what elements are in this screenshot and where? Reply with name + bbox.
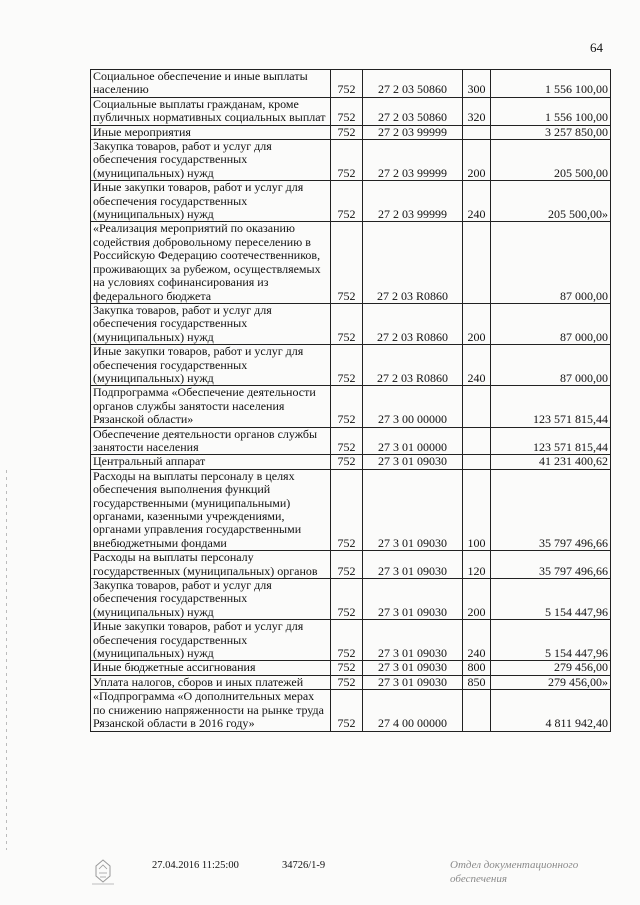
- row-expense-type: [463, 125, 491, 139]
- row-name: Расходы на выплаты персоналу в целях обеспечения выполнения функций государственными (муниципальными) органами, казенными учреждениями, органами управления государственными внебюджетными фондами: [91, 469, 331, 550]
- table-row: [91, 345, 611, 386]
- row-amount: 35 797 496,66: [491, 469, 611, 550]
- table-row: [91, 125, 611, 139]
- page-number: 64: [590, 40, 603, 55]
- row-dept-code: 752: [331, 386, 363, 427]
- row-program-code: 27 2 03 R0860: [363, 345, 463, 386]
- row-dept-code: 752: [331, 70, 363, 98]
- row-program-code: 27 3 01 09030: [363, 661, 463, 675]
- row-program-code: 27 3 01 00000: [363, 427, 463, 455]
- row-amount: 87 000,00: [491, 345, 611, 386]
- row-amount: 1 556 100,00: [491, 97, 611, 125]
- page-footer: [0, 858, 640, 898]
- row-expense-type: 320: [463, 97, 491, 125]
- row-amount: 1 556 100,00: [491, 70, 611, 98]
- row-dept-code: 752: [331, 551, 363, 579]
- row-dept-code: 752: [331, 427, 363, 455]
- row-amount: 87 000,00: [491, 222, 611, 303]
- row-expense-type: 240: [463, 345, 491, 386]
- row-program-code: 27 3 01 09030: [363, 579, 463, 620]
- row-name: Центральный аппарат: [91, 455, 331, 469]
- row-name: Социальные выплаты гражданам, кроме публичных нормативных социальных выплат: [91, 97, 331, 125]
- row-program-code: 27 2 03 R0860: [363, 222, 463, 303]
- row-amount: 123 571 815,44: [491, 386, 611, 427]
- row-name: Иные закупки товаров, работ и услуг для обеспечения государственных (муниципальных) нужд: [91, 345, 331, 386]
- row-dept-code: 752: [331, 303, 363, 344]
- row-amount: 205 500,00»: [491, 181, 611, 222]
- emblem-icon: [88, 858, 118, 886]
- row-name: Закупка товаров, работ и услуг для обеспечения государственных (муниципальных) нужд: [91, 303, 331, 344]
- row-amount: 205 500,00: [491, 140, 611, 181]
- row-amount: 5 154 447,96: [491, 579, 611, 620]
- row-amount: 35 797 496,66: [491, 551, 611, 579]
- footer-document-number: 34726/1-9: [282, 860, 326, 871]
- row-program-code: 27 2 03 99999: [363, 181, 463, 222]
- row-program-code: 27 3 01 09030: [363, 675, 463, 689]
- row-dept-code: 752: [331, 620, 363, 661]
- row-name: Иные закупки товаров, работ и услуг для обеспечения государственных (муниципальных) нужд: [91, 620, 331, 661]
- row-name: Иные закупки товаров, работ и услуг для обеспечения государственных (муниципальных) нужд: [91, 181, 331, 222]
- row-amount: 87 000,00: [491, 303, 611, 344]
- row-dept-code: 752: [331, 222, 363, 303]
- table-row: [91, 551, 611, 579]
- row-dept-code: 752: [331, 181, 363, 222]
- row-name: Иные бюджетные ассигнования: [91, 661, 331, 675]
- row-expense-type: [463, 690, 491, 731]
- scan-edge-mark: [6, 470, 7, 850]
- row-amount: 4 811 942,40: [491, 690, 611, 731]
- row-program-code: 27 2 03 50860: [363, 70, 463, 98]
- row-program-code: 27 3 01 09030: [363, 455, 463, 469]
- row-program-code: 27 2 03 99999: [363, 125, 463, 139]
- department-stamp: Отдел документационного обеспечения: [450, 859, 579, 885]
- table-row: [91, 140, 611, 181]
- row-program-code: 27 3 01 09030: [363, 551, 463, 579]
- row-amount: 279 456,00: [491, 661, 611, 675]
- table-row: [91, 455, 611, 469]
- row-dept-code: 752: [331, 675, 363, 689]
- row-amount: 3 257 850,00: [491, 125, 611, 139]
- row-dept-code: 752: [331, 661, 363, 675]
- row-name: Закупка товаров, работ и услуг для обеспечения государственных (муниципальных) нужд: [91, 579, 331, 620]
- row-dept-code: 752: [331, 690, 363, 731]
- table-row: [91, 690, 611, 731]
- table-row: [91, 97, 611, 125]
- row-expense-type: 240: [463, 620, 491, 661]
- footer-timestamp: 27.04.2016 11:25:00: [152, 860, 239, 871]
- row-dept-code: 752: [331, 579, 363, 620]
- row-dept-code: 752: [331, 125, 363, 139]
- table-row: [91, 70, 611, 98]
- row-name: «Подпрограмма «О дополнительных мерах по снижению напряженности на рынке труда Рязанской области в 2016 году»: [91, 690, 331, 731]
- table-row: [91, 620, 611, 661]
- row-program-code: 27 3 00 00000: [363, 386, 463, 427]
- row-program-code: 27 2 03 50860: [363, 97, 463, 125]
- row-expense-type: [463, 386, 491, 427]
- row-name: Уплата налогов, сборов и иных платежей: [91, 675, 331, 689]
- row-amount: 123 571 815,44: [491, 427, 611, 455]
- table-row: [91, 579, 611, 620]
- row-name: Закупка товаров, работ и услуг для обеспечения государственных (муниципальных) нужд: [91, 140, 331, 181]
- table-row: [91, 469, 611, 550]
- row-program-code: 27 4 00 00000: [363, 690, 463, 731]
- row-amount: 41 231 400,62: [491, 455, 611, 469]
- row-expense-type: 120: [463, 551, 491, 579]
- row-dept-code: 752: [331, 345, 363, 386]
- row-program-code: 27 3 01 09030: [363, 469, 463, 550]
- row-amount: 5 154 447,96: [491, 620, 611, 661]
- row-dept-code: 752: [331, 140, 363, 181]
- row-program-code: 27 3 01 09030: [363, 620, 463, 661]
- row-expense-type: 200: [463, 303, 491, 344]
- row-name: Иные мероприятия: [91, 125, 331, 139]
- row-expense-type: 800: [463, 661, 491, 675]
- budget-table: [90, 69, 611, 732]
- table-row: [91, 675, 611, 689]
- table-row: [91, 222, 611, 303]
- table-row: [91, 661, 611, 675]
- row-dept-code: 752: [331, 97, 363, 125]
- table-row: [91, 427, 611, 455]
- row-expense-type: 850: [463, 675, 491, 689]
- table-row: [91, 303, 611, 344]
- row-program-code: 27 2 03 R0860: [363, 303, 463, 344]
- row-expense-type: 240: [463, 181, 491, 222]
- row-expense-type: [463, 455, 491, 469]
- row-name: Расходы на выплаты персоналу государственных (муниципальных) органов: [91, 551, 331, 579]
- row-amount: 279 456,00»: [491, 675, 611, 689]
- row-name: «Реализация мероприятий по оказанию содействия добровольному переселению в Российскую Федерацию соотечественников, проживающих за рубежом, осуществляемых на условиях софинансирования из федерального бюджета: [91, 222, 331, 303]
- row-expense-type: 200: [463, 579, 491, 620]
- row-expense-type: 100: [463, 469, 491, 550]
- row-expense-type: 200: [463, 140, 491, 181]
- row-name: Обеспечение деятельности органов службы занятости населения: [91, 427, 331, 455]
- row-dept-code: 752: [331, 455, 363, 469]
- row-expense-type: [463, 222, 491, 303]
- row-name: Социальное обеспечение и иные выплаты населению: [91, 70, 331, 98]
- row-name: Подпрограмма «Обеспечение деятельности органов службы занятости населения Рязанской области»: [91, 386, 331, 427]
- row-dept-code: 752: [331, 469, 363, 550]
- table-row: [91, 181, 611, 222]
- row-program-code: 27 2 03 99999: [363, 140, 463, 181]
- table-row: [91, 386, 611, 427]
- row-expense-type: [463, 427, 491, 455]
- row-expense-type: 300: [463, 70, 491, 98]
